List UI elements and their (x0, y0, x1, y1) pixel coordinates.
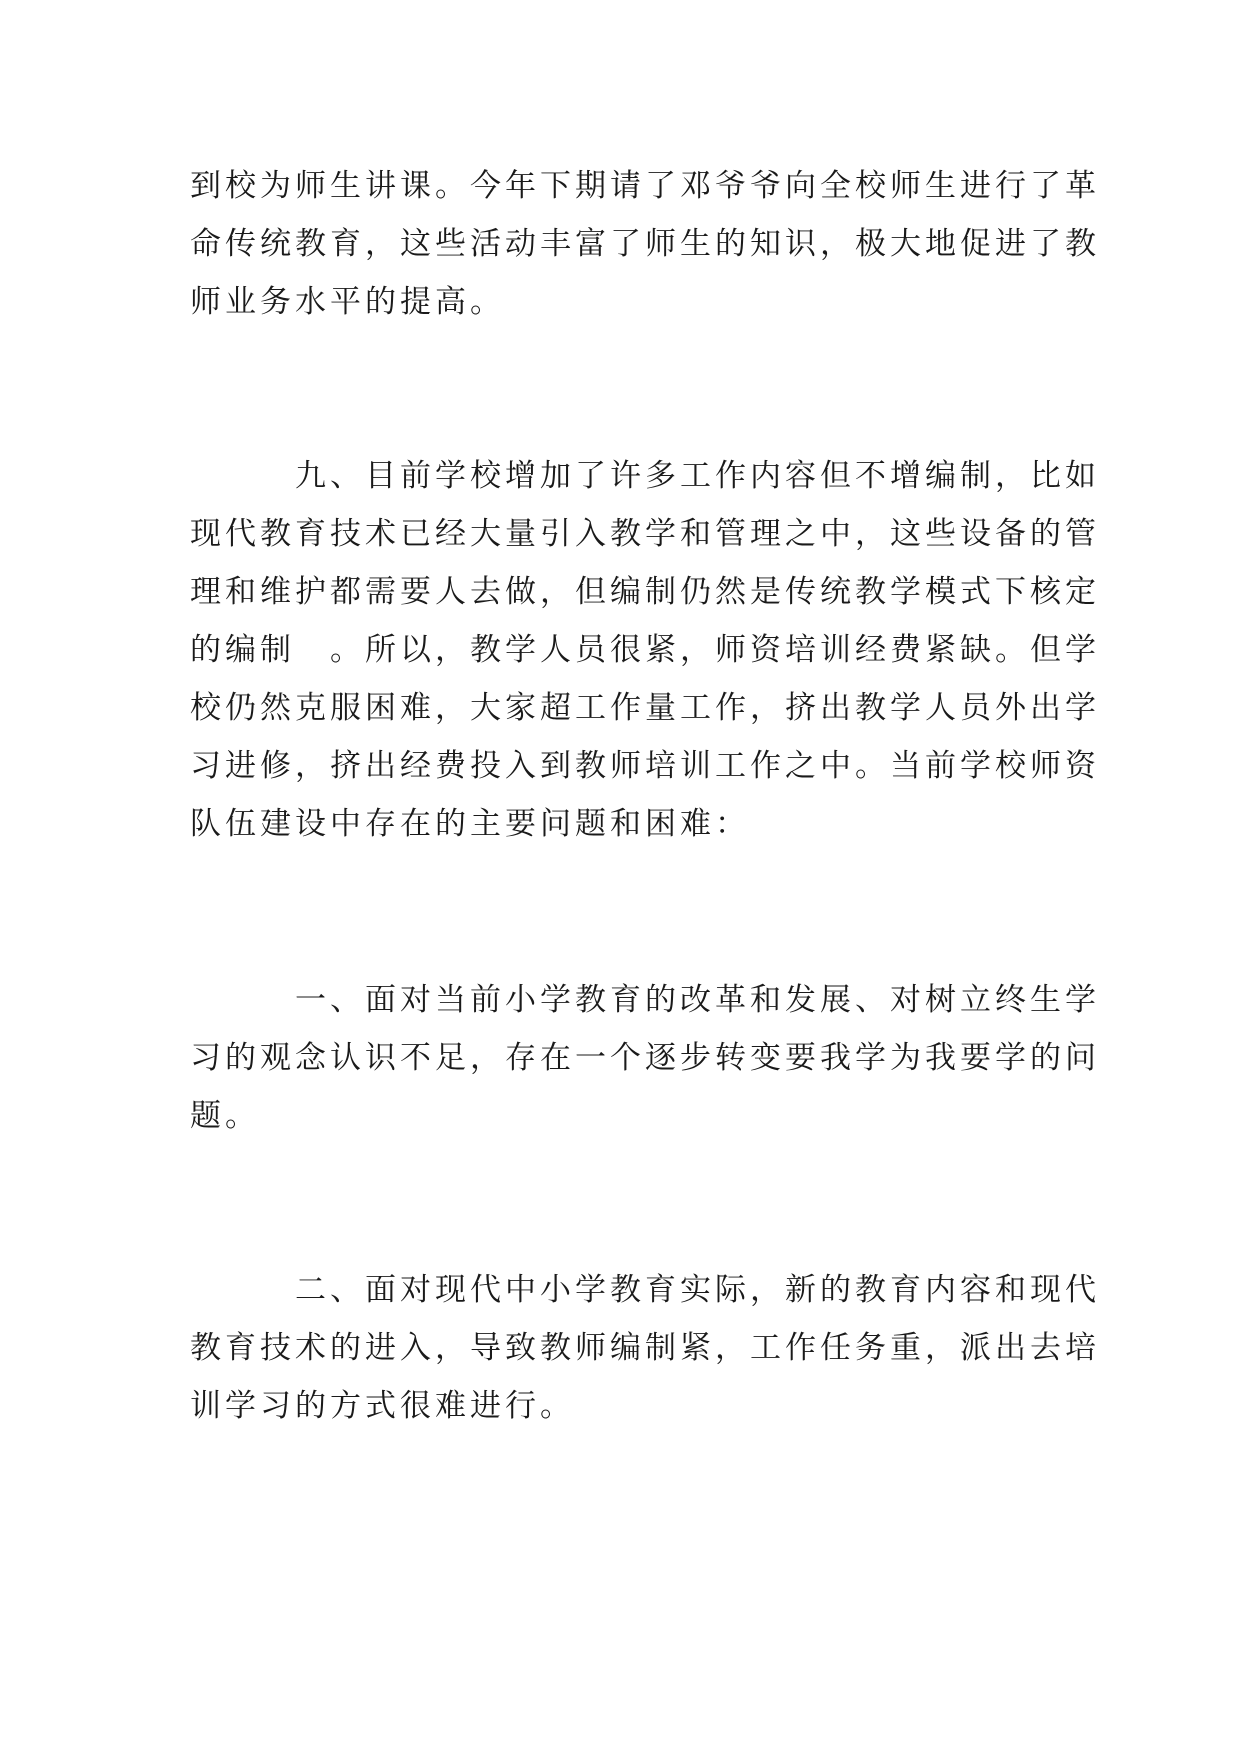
text-line: 一、面对当前小学教育的改革和发展、对树立终生学 (190, 982, 1100, 1018)
text-line: 教育技术的进入，导致教师编制紧，工作任务重，派出去培 (190, 1330, 1100, 1366)
paragraph-problem-two (190, 1261, 1100, 1435)
text-line: 九、目前学校增加了许多工作内容但不增编制，比如 (190, 458, 1100, 494)
text-line: 师业务水平的提高。 (190, 284, 505, 320)
text-line: 二、面对现代中小学教育实际，新的教育内容和现代 (190, 1272, 1100, 1308)
text-line: 习进修，挤出经费投入到教师培训工作之中。当前学校师资 (190, 748, 1100, 784)
paragraph-teacher-lectures (190, 157, 1100, 331)
paragraph-problem-one (190, 971, 1100, 1145)
text-line: 队伍建设中存在的主要问题和困难： (190, 806, 750, 842)
text-line: 理和维护都需要人去做，但编制仍然是传统教学模式下核定 (190, 574, 1100, 610)
text-line: 训学习的方式很难进行。 (190, 1388, 575, 1424)
text-line: 的编制 。所以，教学人员很紧，师资培训经费紧缺。但学 (190, 632, 1100, 668)
text-line: 到校为师生讲课。今年下期请了邓爷爷向全校师生进行了革 (190, 168, 1100, 204)
text-line: 习的观念认识不足，存在一个逐步转变要我学为我要学的问 (190, 1040, 1100, 1076)
text-line: 校仍然克服困难，大家超工作量工作，挤出教学人员外出学 (190, 690, 1100, 726)
text-line: 命传统教育，这些活动丰富了师生的知识，极大地促进了教 (190, 226, 1100, 262)
paragraph-item-nine (190, 447, 1100, 853)
text-line: 现代教育技术已经大量引入教学和管理之中，这些设备的管 (190, 516, 1100, 552)
text-line: 题。 (190, 1098, 260, 1134)
